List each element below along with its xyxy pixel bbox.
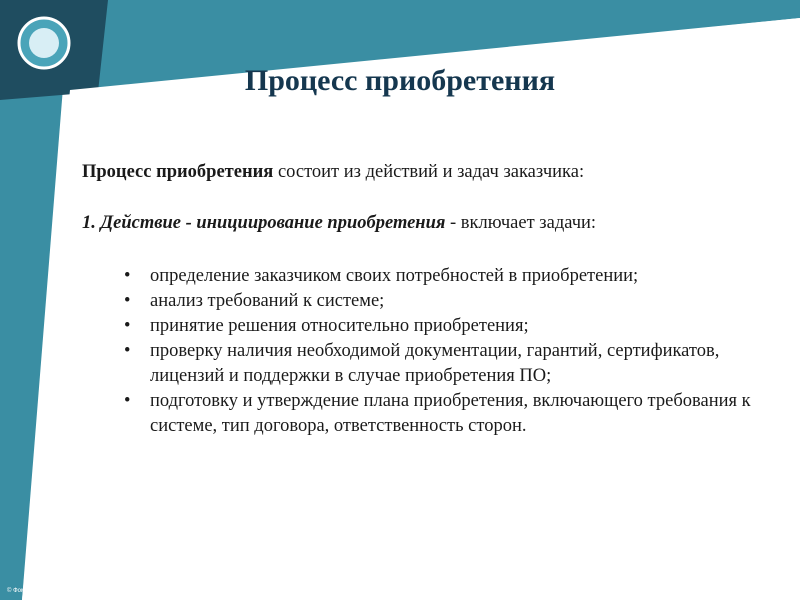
list-item: • определение заказчиком своих потребностей в приобретении;: [82, 264, 762, 289]
intro-rest: состоит из действий и задач заказчика:: [273, 162, 585, 182]
logo-circle-icon: [19, 18, 69, 68]
slide-title: Процесс приобретения: [244, 64, 556, 97]
step-rest: - включает задачи:: [445, 213, 597, 233]
list-item: • анализ требований к системе;: [82, 289, 762, 314]
list-item: • принятие решения относительно приобретения;: [82, 314, 762, 339]
copyright-footer: © Фомин Задача Петровна: [7, 588, 82, 594]
intro-bold: Процесс приобретения: [82, 162, 274, 182]
slide-content: [82, 160, 762, 439]
list-item: • подготовку и утверждение плана приобретения, включающего требования к системе, тип договора, ответственность сторон.: [82, 389, 762, 439]
task-list: [82, 264, 762, 439]
step-label: 1. Действие - инициирование приобретения: [82, 213, 446, 233]
list-item: • проверку наличия необходимой документации, гарантий, сертификатов, лицензий и поддержки в случае приобретения ПО;: [82, 339, 762, 389]
step-paragraph: [82, 211, 762, 236]
intro-paragraph: [82, 160, 762, 185]
